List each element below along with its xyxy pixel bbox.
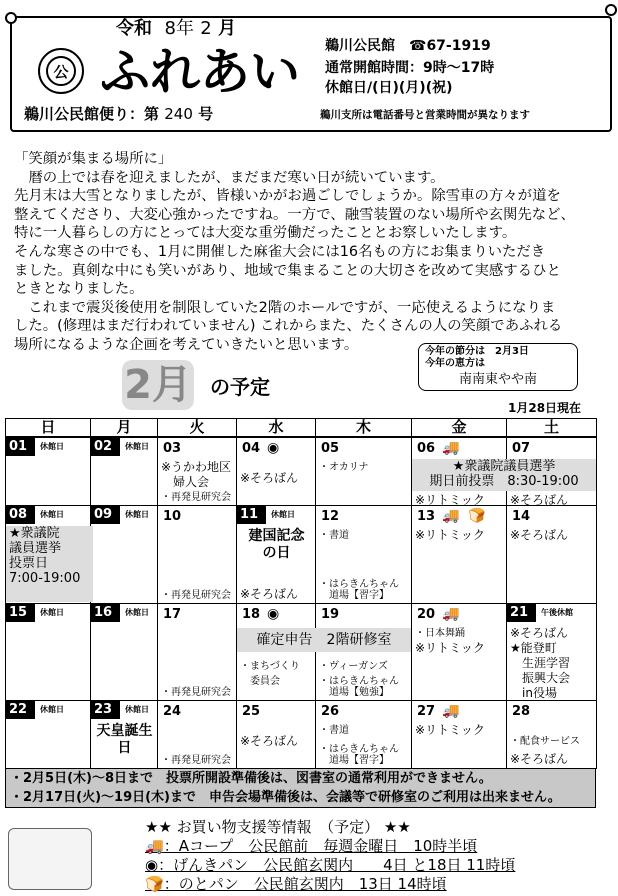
as-of-date: 1月28日現在 (508, 401, 582, 415)
event-spacer (240, 460, 313, 471)
article-line: 「笑顔が集まる場所に」 (14, 151, 173, 167)
day-number: 28 (512, 704, 531, 719)
calendar-day (5, 603, 91, 701)
closed-label: 休館日 (125, 442, 149, 451)
article-line: そんな寒さの中でも、1月に開催した麻雀大会には16名もの方にお集まりいただき (14, 243, 546, 260)
calendar (5, 418, 596, 768)
donut-icon: ◉ (145, 856, 159, 874)
day-events (510, 528, 594, 543)
event-item: ※うかわ地区 婦人会 (161, 460, 232, 489)
calendar-day (411, 700, 507, 769)
event-item: ※リトミック (415, 493, 485, 506)
day-number: 22 (6, 701, 35, 719)
day-number: 05 (321, 441, 340, 456)
day-number: 20 (417, 607, 436, 622)
calendar-day (506, 505, 597, 604)
event-spacer (240, 723, 313, 734)
calendar-day (157, 700, 237, 769)
shopping-line-genki-pan: ◉：げんきパン 公民館玄関内 4日 と18日 11時頃 (145, 856, 516, 874)
day-events (240, 528, 313, 562)
ehou-label: 今年の恵方は (425, 358, 485, 369)
shopping-line-acoop: 🚚：Aコープ 公民館前 毎週金曜日 10時半頃 (145, 837, 478, 855)
election-early-voting: ★衆議院議員選挙 期日前投票 8:30-19:00 (412, 459, 596, 491)
weekday-header: 水 (236, 418, 316, 437)
calendar-day (236, 437, 316, 506)
day-number: 23 (91, 701, 120, 719)
day-events (319, 528, 409, 543)
closed-label: 休館日 (40, 442, 64, 451)
event-item: ※そろばん (240, 471, 299, 485)
event-item: ・はらきんちゃん 道場【習字】 (319, 579, 399, 601)
article-line: 場所になるような企画を考えていきたいと思います。 (14, 336, 359, 353)
day-number: 18 (242, 607, 261, 622)
event-item: ※そろばん (240, 587, 299, 601)
day-number: 11 (237, 506, 266, 524)
day-number: 08 (6, 506, 35, 524)
day-number: 01 (6, 438, 35, 456)
day-number: 27 (417, 704, 436, 719)
day-number: 21 (507, 604, 536, 622)
day-events (510, 626, 594, 701)
setsubun-bubble (418, 343, 578, 391)
truck-icon: 🚚 (442, 606, 460, 622)
article-body (14, 150, 614, 355)
day-number: 02 (91, 438, 120, 456)
holiday-name: 建国記念 の日 (248, 528, 305, 561)
calendar-day (90, 603, 158, 701)
weekday-header: 木 (315, 418, 412, 437)
calendar-day (90, 505, 158, 604)
donut-icon: ◉ (267, 440, 280, 456)
weekday-header: 土 (506, 418, 597, 437)
notice-bar (5, 768, 596, 808)
truck-icon: 🚚 (145, 837, 164, 855)
event-item: ・再発見研究会 (161, 687, 231, 698)
closed-label: 休館日 (125, 608, 149, 617)
month-figure: 2月 (122, 360, 194, 410)
setsubun-date: 今年の節分は 2月3日 (425, 346, 529, 357)
day-number: 16 (91, 604, 120, 622)
day-number: 25 (242, 704, 261, 719)
day-number: 07 (512, 441, 531, 456)
day-number: 14 (512, 509, 531, 524)
event-item: ※そろばん (510, 752, 569, 766)
article-line: 特に一人暮らしの方にとっては大変な重労働だったこととお察しいたします。 (14, 225, 517, 242)
scroll-curl (5, 12, 17, 24)
schedule-title: の予定 (210, 375, 270, 399)
weekday-header: 火 (157, 418, 237, 437)
day-number: 10 (163, 509, 182, 524)
article-line: 整えてくださり、大変心強かったですね。一方で、融雪装置のない場所や玄関先など、 (14, 206, 575, 223)
event-item: ・日本舞踊 (415, 628, 465, 639)
tax-return-bar: 確定申告 2階研修室 (237, 628, 411, 652)
day-number: 19 (321, 607, 340, 622)
event-item: ・再発見研究会 (161, 590, 231, 601)
donut-icon: ◉ (267, 606, 280, 622)
event-item: ・再発見研究会 (161, 755, 231, 766)
issue-date: 令和 8年 2 月 (116, 18, 237, 39)
event-spacer (510, 723, 594, 734)
event-item: ※そろばん (510, 528, 569, 542)
event-item: ・配食サービス (510, 736, 580, 747)
bread-icon: 🍞 (145, 875, 164, 893)
article-line: ました。真剣な中にも笑いがあり、地域で集まることの大切さを改めて実感するひと (14, 262, 561, 279)
event-item: ★能登町 生涯学習 振興大会 in役場 (510, 641, 571, 700)
calendar-day (90, 700, 158, 769)
calendar-day (411, 505, 507, 604)
weekday-header: 日 (5, 418, 91, 437)
event-item: ・まちづくり 委員会 (240, 661, 300, 687)
day-events (415, 626, 504, 656)
event-item: ・書道 (319, 725, 349, 736)
day-events (240, 723, 313, 749)
newsletter-title: ふれあい (100, 43, 300, 101)
day-number: 04 (242, 441, 261, 456)
calendar-day (411, 603, 507, 701)
event-item: ・再発見研究会 (161, 492, 231, 503)
weekday-header: 金 (411, 418, 507, 437)
shopping-info (145, 818, 515, 894)
calendar-day (157, 603, 237, 701)
article-line: 暦の上では春を迎えましたが、まだまだ寒い日が続いています。 (14, 169, 445, 186)
day-number: 09 (91, 506, 120, 524)
event-item: ・書道 (319, 530, 349, 541)
day-number: 24 (163, 704, 182, 719)
opening-hours: 通常開館時間：9時〜17時 (325, 60, 495, 76)
day-number: 13 (417, 509, 436, 524)
hall-phone: 鵜川公民館 ☎67-1919 (325, 38, 491, 54)
mobile-shop-illustration (8, 828, 92, 890)
closed-label: 休館日 (271, 510, 295, 519)
issue-number: 鵜川公民館便り：第 240 号 (24, 105, 214, 123)
calendar-day (90, 437, 158, 506)
calendar-day (315, 505, 412, 604)
closed-label: 休館日 (40, 510, 64, 519)
closed-label: 午後休館 (541, 608, 573, 617)
day-number: 26 (321, 704, 340, 719)
event-item: ※リトミック (415, 528, 485, 542)
article-line: した。(修理はまだ行われていません) これからまた、たくさんの人の笑顔であふれる (14, 318, 563, 335)
shopping-line-noto-pan: 🍞：のとパン 公民館玄関内 13日 14時頃 (145, 875, 447, 893)
day-events (161, 460, 234, 490)
calendar-day (315, 437, 412, 506)
closed-days: 休館日/(日)(月)(祝) (325, 80, 453, 96)
scroll-curl (605, 4, 617, 16)
day-number: 06 (417, 441, 436, 456)
calendar-day (506, 603, 597, 701)
calendar-day (5, 700, 91, 769)
truck-icon: 🚚 (442, 508, 460, 524)
event-item: ・オカリナ (319, 462, 369, 473)
day-number: 12 (321, 509, 340, 524)
day-events (319, 460, 409, 475)
closed-label: 休館日 (40, 608, 64, 617)
day-number: 15 (6, 604, 35, 622)
truck-icon: 🚚 (442, 440, 460, 456)
day-events (415, 528, 504, 543)
election-day: ★衆議院 議員選挙 投票日 7:00-19:00 (6, 526, 93, 602)
calendar-day (157, 505, 237, 604)
closed-label: 休館日 (40, 705, 64, 714)
closed-label: 休館日 (125, 510, 149, 519)
hall-logo: 公 (38, 48, 84, 94)
calendar-day (157, 437, 237, 506)
day-number: 17 (163, 607, 182, 622)
day-events (94, 723, 155, 757)
calendar-day (5, 437, 91, 506)
event-item: ※リトミック (415, 641, 485, 655)
event-item: ・ヴィーガンズ (319, 661, 388, 672)
notice-line: ・2月17日(火)〜19日(木)まで 申告会場準備後は、会議等で研修室のご利用は出来ません。 (10, 790, 561, 805)
event-item: ・はらきんちゃん 道場【習字】 (319, 744, 399, 766)
event-item: ※そろばん (510, 493, 569, 506)
calendar-day (506, 700, 597, 769)
event-item: ※そろばん (510, 626, 569, 640)
calendar-day (236, 505, 316, 604)
article-line: 先月末は大雪となりましたが、皆様いかがお過ごしでしょうか。除雪車の方々が道を (14, 188, 561, 205)
shopping-title: ★★ お買い物支援等情報 （予定） ★★ (145, 818, 411, 836)
event-item: ・はらきんちゃん 道場【勉強】 (319, 676, 399, 698)
truck-icon: 🚚 (442, 703, 460, 719)
day-events (319, 723, 409, 738)
notice-line: ・2月5日(木)〜8日まで 投票所開設準備後は、図書室の通常利用ができません。 (10, 771, 492, 786)
ehou-direction: 南南東やや南 (458, 372, 537, 387)
branch-note: 鵜川支所は電話番号と営業時間が異なります (320, 109, 530, 121)
article-line: ときとなりました。 (14, 281, 144, 298)
event-item: ※そろばん (240, 734, 299, 748)
holiday-name: 天皇誕生日 (96, 723, 153, 756)
calendar-day (315, 603, 412, 701)
calendar-day (236, 603, 316, 701)
day-events (415, 723, 504, 738)
closed-label: 休館日 (125, 705, 149, 714)
bread-icon: 🍞 (468, 508, 486, 524)
weekday-header: 月 (90, 418, 158, 437)
day-events (510, 723, 594, 749)
day-events (240, 460, 313, 486)
calendar-day (236, 700, 316, 769)
event-item: ※リトミック (415, 723, 485, 737)
day-number: 03 (163, 441, 182, 456)
article-line: これまで震災後使用を制限していた2階のホールですが、一応使えるようになりま (14, 299, 556, 316)
calendar-day (315, 700, 412, 769)
